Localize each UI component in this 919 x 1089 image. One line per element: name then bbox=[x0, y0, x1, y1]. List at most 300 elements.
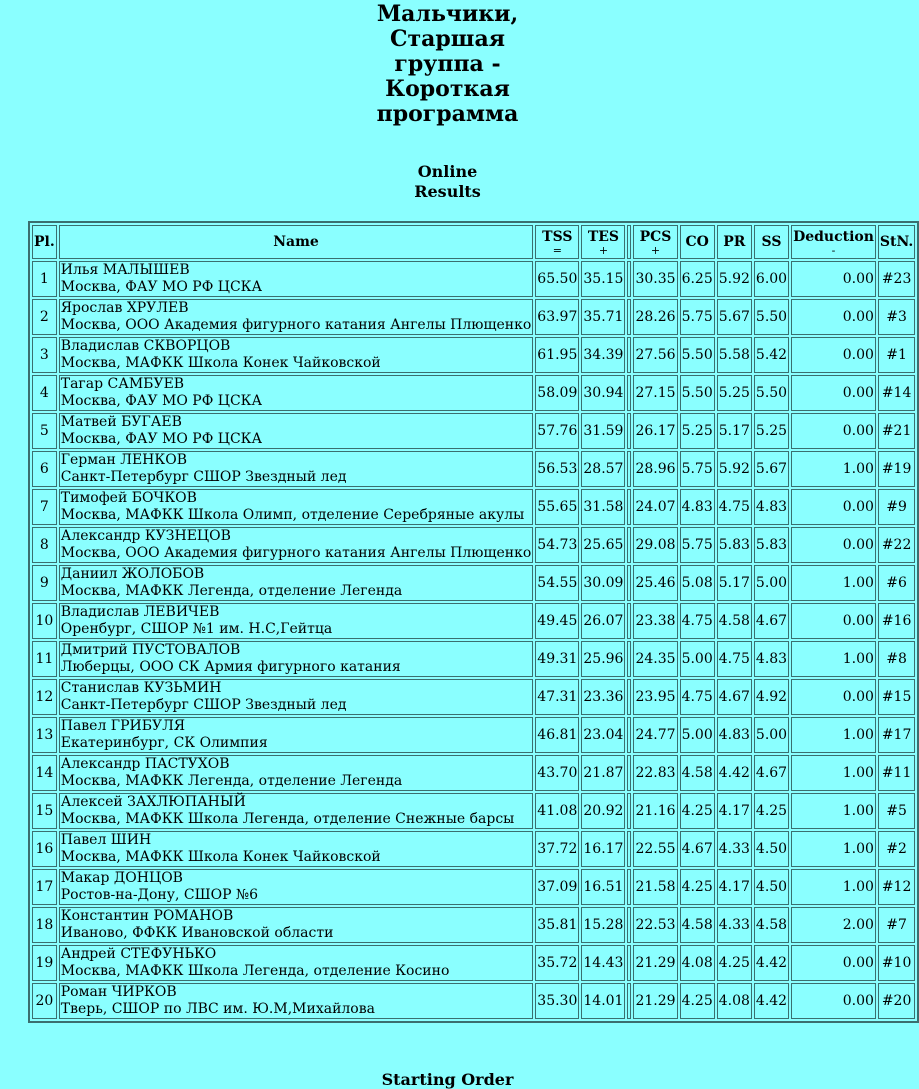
tes-cell: 35.15 bbox=[581, 261, 625, 297]
skater-cell bbox=[59, 907, 534, 943]
ss-cell: 4.83 bbox=[754, 489, 789, 525]
spacer-cell bbox=[627, 793, 631, 829]
tes-cell: 23.36 bbox=[581, 679, 625, 715]
col-header-tss bbox=[535, 225, 579, 259]
place-cell: 5 bbox=[32, 413, 57, 449]
table-row bbox=[32, 793, 915, 829]
tes-cell: 23.04 bbox=[581, 717, 625, 753]
table-row bbox=[32, 413, 915, 449]
skater-cell bbox=[59, 869, 534, 905]
deduction-cell: 1.00 bbox=[791, 793, 876, 829]
skater-name: Станислав КУЗЬМИН bbox=[60, 680, 222, 696]
tss-cell: 41.08 bbox=[535, 793, 579, 829]
table-row bbox=[32, 983, 915, 1019]
spacer-cell bbox=[627, 945, 631, 981]
spacer-cell bbox=[627, 489, 631, 525]
pr-cell: 4.17 bbox=[717, 869, 752, 905]
tes-cell: 14.01 bbox=[581, 983, 625, 1019]
place-cell: 20 bbox=[32, 983, 57, 1019]
pr-cell: 4.25 bbox=[717, 945, 752, 981]
table-row bbox=[32, 641, 915, 677]
place-cell: 1 bbox=[32, 261, 57, 297]
skater-club: Москва, МАФКК Школа Олимп, отделение Серебряные акулы bbox=[60, 507, 525, 523]
tss-cell: 35.81 bbox=[535, 907, 579, 943]
ss-cell: 4.25 bbox=[754, 793, 789, 829]
co-cell: 5.75 bbox=[680, 527, 715, 563]
skater-cell bbox=[59, 261, 534, 297]
skater-cell bbox=[59, 489, 534, 525]
skater-name: Владислав СКВОРЦОВ bbox=[60, 338, 231, 354]
ss-cell: 4.92 bbox=[754, 679, 789, 715]
deduction-cell: 0.00 bbox=[791, 489, 876, 525]
pr-cell: 5.92 bbox=[717, 261, 752, 297]
start-number-cell: #8 bbox=[878, 641, 915, 677]
pcs-cell: 28.96 bbox=[633, 451, 677, 487]
start-number-cell: #22 bbox=[878, 527, 915, 563]
skater-cell bbox=[59, 717, 534, 753]
skater-name: Андрей СТЕФУНЬКО bbox=[60, 946, 217, 962]
spacer-cell bbox=[627, 717, 631, 753]
start-number-cell: #1 bbox=[878, 337, 915, 373]
col-header-co: CO bbox=[680, 225, 715, 259]
place-cell: 13 bbox=[32, 717, 57, 753]
skater-name: Дмитрий ПУСТОВАЛОВ bbox=[60, 642, 241, 658]
pr-cell: 4.17 bbox=[717, 793, 752, 829]
col-header-name: Name bbox=[59, 225, 534, 259]
skater-club: Москва, ФАУ МО РФ ЦСКА bbox=[60, 279, 263, 295]
tes-cell: 15.28 bbox=[581, 907, 625, 943]
spacer-cell bbox=[627, 679, 631, 715]
spacer-cell bbox=[627, 983, 631, 1019]
place-cell: 3 bbox=[32, 337, 57, 373]
tes-cell: 25.65 bbox=[581, 527, 625, 563]
deduction-cell: 1.00 bbox=[791, 451, 876, 487]
deduction-cell: 1.00 bbox=[791, 755, 876, 791]
pr-cell: 4.33 bbox=[717, 907, 752, 943]
ss-cell: 4.42 bbox=[754, 983, 789, 1019]
deduction-cell: 0.00 bbox=[791, 413, 876, 449]
tss-cell: 54.55 bbox=[535, 565, 579, 601]
ss-cell: 5.67 bbox=[754, 451, 789, 487]
pr-cell: 4.42 bbox=[717, 755, 752, 791]
co-cell: 5.75 bbox=[680, 451, 715, 487]
start-number-cell: #23 bbox=[878, 261, 915, 297]
col-header-pl: Pl. bbox=[32, 225, 57, 259]
start-number-cell: #2 bbox=[878, 831, 915, 867]
deduction-cell: 1.00 bbox=[791, 831, 876, 867]
tss-cell: 35.30 bbox=[535, 983, 579, 1019]
co-cell: 5.50 bbox=[680, 337, 715, 373]
pcs-cell: 25.46 bbox=[633, 565, 677, 601]
co-cell: 5.08 bbox=[680, 565, 715, 601]
co-cell: 4.25 bbox=[680, 983, 715, 1019]
skater-club: Люберцы, ООО СК Армия фигурного катания bbox=[60, 659, 401, 675]
co-cell: 5.50 bbox=[680, 375, 715, 411]
skater-cell bbox=[59, 603, 534, 639]
tss-cell: 49.45 bbox=[535, 603, 579, 639]
place-cell: 14 bbox=[32, 755, 57, 791]
ss-cell: 4.67 bbox=[754, 755, 789, 791]
table-row bbox=[32, 717, 915, 753]
place-cell: 7 bbox=[32, 489, 57, 525]
start-number-cell: #6 bbox=[878, 565, 915, 601]
ss-cell: 4.50 bbox=[754, 869, 789, 905]
pcs-cell: 26.17 bbox=[633, 413, 677, 449]
deduction-cell: 1.00 bbox=[791, 565, 876, 601]
table-row bbox=[32, 451, 915, 487]
pcs-cell: 23.38 bbox=[633, 603, 677, 639]
pr-cell: 4.67 bbox=[717, 679, 752, 715]
table-row bbox=[32, 831, 915, 867]
co-cell: 5.00 bbox=[680, 641, 715, 677]
deduction-cell: 2.00 bbox=[791, 907, 876, 943]
table-row bbox=[32, 755, 915, 791]
skater-name: Тагар САМБУЕВ bbox=[60, 376, 185, 392]
skater-club: Ростов-на-Дону, СШОР №6 bbox=[60, 887, 259, 903]
pr-cell: 5.58 bbox=[717, 337, 752, 373]
skater-name: Илья МАЛЫШЕВ bbox=[60, 262, 190, 278]
spacer-cell bbox=[627, 261, 631, 297]
skater-cell bbox=[59, 299, 534, 335]
ss-cell: 5.50 bbox=[754, 299, 789, 335]
col-header-tes-label: TES bbox=[587, 228, 620, 245]
pr-cell: 4.33 bbox=[717, 831, 752, 867]
ss-cell: 5.83 bbox=[754, 527, 789, 563]
place-cell: 11 bbox=[32, 641, 57, 677]
pcs-cell: 27.15 bbox=[633, 375, 677, 411]
ss-cell: 6.00 bbox=[754, 261, 789, 297]
pcs-cell: 22.55 bbox=[633, 831, 677, 867]
pcs-cell: 29.08 bbox=[633, 527, 677, 563]
table-row bbox=[32, 337, 915, 373]
ss-cell: 4.58 bbox=[754, 907, 789, 943]
skater-cell bbox=[59, 755, 534, 791]
col-header-deduction-sub: - bbox=[831, 243, 836, 257]
col-header-pcs bbox=[633, 225, 677, 259]
start-number-cell: #5 bbox=[878, 793, 915, 829]
tes-cell: 20.92 bbox=[581, 793, 625, 829]
ss-cell: 5.50 bbox=[754, 375, 789, 411]
tes-cell: 21.87 bbox=[581, 755, 625, 791]
tes-cell: 31.58 bbox=[581, 489, 625, 525]
pcs-cell: 22.53 bbox=[633, 907, 677, 943]
skater-club: Москва, МАФКК Легенда, отделение Легенда bbox=[60, 773, 403, 789]
tss-cell: 55.65 bbox=[535, 489, 579, 525]
table-row bbox=[32, 565, 915, 601]
pr-cell: 5.83 bbox=[717, 527, 752, 563]
pcs-cell: 24.07 bbox=[633, 489, 677, 525]
table-row bbox=[32, 375, 915, 411]
skater-name: Владислав ЛЕВИЧЕВ bbox=[60, 604, 220, 620]
co-cell: 6.25 bbox=[680, 261, 715, 297]
skater-cell bbox=[59, 451, 534, 487]
skater-name: Роман ЧИРКОВ bbox=[60, 984, 177, 1000]
pcs-cell: 21.29 bbox=[633, 945, 677, 981]
pr-cell: 5.17 bbox=[717, 413, 752, 449]
ss-cell: 5.00 bbox=[754, 565, 789, 601]
start-number-cell: #11 bbox=[878, 755, 915, 791]
results-subtitle bbox=[0, 162, 895, 202]
skater-cell bbox=[59, 375, 534, 411]
pcs-cell: 30.35 bbox=[633, 261, 677, 297]
pr-cell: 5.25 bbox=[717, 375, 752, 411]
deduction-cell: 1.00 bbox=[791, 869, 876, 905]
pcs-cell: 21.29 bbox=[633, 983, 677, 1019]
deduction-cell: 0.00 bbox=[791, 375, 876, 411]
results-body bbox=[32, 261, 915, 1019]
skater-club: Москва, ООО Академия фигурного катания Ангелы Плющенко bbox=[60, 317, 532, 333]
skater-club: Москва, ФАУ МО РФ ЦСКА bbox=[60, 431, 263, 447]
pr-cell: 5.92 bbox=[717, 451, 752, 487]
spacer-cell bbox=[627, 527, 631, 563]
skater-cell bbox=[59, 641, 534, 677]
skater-club: Москва, МАФКК Школа Конек Чайковской bbox=[60, 355, 381, 371]
title-line: Старшая bbox=[390, 26, 505, 52]
skater-cell bbox=[59, 413, 534, 449]
place-cell: 19 bbox=[32, 945, 57, 981]
title-line: Мальчики, bbox=[376, 1, 519, 27]
tes-cell: 35.71 bbox=[581, 299, 625, 335]
skater-cell bbox=[59, 527, 534, 563]
col-header-pr: PR bbox=[717, 225, 752, 259]
results-table bbox=[28, 221, 919, 1023]
table-row bbox=[32, 603, 915, 639]
tss-cell: 65.50 bbox=[535, 261, 579, 297]
place-cell: 6 bbox=[32, 451, 57, 487]
place-cell: 4 bbox=[32, 375, 57, 411]
pr-cell: 4.08 bbox=[717, 983, 752, 1019]
skater-club: Москва, МАФКК Школа Легенда, отделение Снежные барсы bbox=[60, 811, 515, 827]
start-number-cell: #21 bbox=[878, 413, 915, 449]
co-cell: 4.67 bbox=[680, 831, 715, 867]
ss-cell: 4.50 bbox=[754, 831, 789, 867]
skater-club: Екатеринбург, СК Олимпия bbox=[60, 735, 268, 751]
tss-cell: 56.53 bbox=[535, 451, 579, 487]
pr-cell: 4.75 bbox=[717, 641, 752, 677]
skater-club: Иваново, ФФКК Ивановской области bbox=[60, 925, 334, 941]
col-header-tss-sub: = bbox=[552, 243, 562, 257]
col-header-pcs-sub: + bbox=[650, 243, 661, 257]
tss-cell: 61.95 bbox=[535, 337, 579, 373]
co-cell: 5.25 bbox=[680, 413, 715, 449]
co-cell: 4.75 bbox=[680, 679, 715, 715]
pcs-cell: 21.58 bbox=[633, 869, 677, 905]
skater-name: Матвей БУГАЕВ bbox=[60, 414, 182, 430]
title-line: группа - bbox=[394, 51, 501, 77]
starting-order-heading: Starting Order bbox=[381, 1070, 514, 1089]
skater-name: Даниил ЖОЛОБОВ bbox=[60, 566, 205, 582]
skater-name: Тимофей БОЧКОВ bbox=[60, 490, 197, 506]
co-cell: 4.75 bbox=[680, 603, 715, 639]
pcs-cell: 27.56 bbox=[633, 337, 677, 373]
spacer-cell bbox=[627, 565, 631, 601]
tss-cell: 37.09 bbox=[535, 869, 579, 905]
title-line: программа bbox=[376, 101, 519, 127]
start-number-cell: #14 bbox=[878, 375, 915, 411]
skater-cell bbox=[59, 983, 534, 1019]
tes-cell: 26.07 bbox=[581, 603, 625, 639]
place-cell: 2 bbox=[32, 299, 57, 335]
subtitle-line: Results bbox=[414, 182, 481, 201]
table-row bbox=[32, 869, 915, 905]
spacer-cell bbox=[627, 641, 631, 677]
skater-name: Константин РОМАНОВ bbox=[60, 908, 234, 924]
col-header-deduction bbox=[791, 225, 876, 259]
skater-club: Москва, ФАУ МО РФ ЦСКА bbox=[60, 393, 263, 409]
tes-cell: 25.96 bbox=[581, 641, 625, 677]
col-header-tes bbox=[581, 225, 625, 259]
ss-cell: 5.42 bbox=[754, 337, 789, 373]
place-cell: 17 bbox=[32, 869, 57, 905]
spacer-cell bbox=[627, 755, 631, 791]
skater-name: Герман ЛЕНКОВ bbox=[60, 452, 187, 468]
co-cell: 4.58 bbox=[680, 755, 715, 791]
table-row bbox=[32, 945, 915, 981]
pr-cell: 4.83 bbox=[717, 717, 752, 753]
col-header-deduction-label: Deduction bbox=[793, 228, 874, 245]
tes-cell: 14.43 bbox=[581, 945, 625, 981]
table-row bbox=[32, 299, 915, 335]
start-number-cell: #20 bbox=[878, 983, 915, 1019]
skater-cell bbox=[59, 793, 534, 829]
skater-name: Александр ПАСТУХОВ bbox=[60, 756, 230, 772]
subtitle-line: Online bbox=[417, 162, 478, 181]
start-number-cell: #3 bbox=[878, 299, 915, 335]
deduction-cell: 0.00 bbox=[791, 603, 876, 639]
tss-cell: 43.70 bbox=[535, 755, 579, 791]
start-number-cell: #17 bbox=[878, 717, 915, 753]
table-row bbox=[32, 907, 915, 943]
title-line: Короткая bbox=[385, 76, 510, 102]
deduction-cell: 1.00 bbox=[791, 717, 876, 753]
deduction-cell: 1.00 bbox=[791, 641, 876, 677]
ss-cell: 4.42 bbox=[754, 945, 789, 981]
tss-cell: 37.72 bbox=[535, 831, 579, 867]
tss-cell: 54.73 bbox=[535, 527, 579, 563]
ss-cell: 4.67 bbox=[754, 603, 789, 639]
tes-cell: 16.51 bbox=[581, 869, 625, 905]
co-cell: 4.25 bbox=[680, 793, 715, 829]
spacer-cell bbox=[627, 603, 631, 639]
place-cell: 12 bbox=[32, 679, 57, 715]
skater-club: Тверь, СШОР по ЛВС им. Ю.М,Михайлова bbox=[60, 1001, 375, 1017]
tes-cell: 28.57 bbox=[581, 451, 625, 487]
ss-cell: 5.25 bbox=[754, 413, 789, 449]
pr-cell: 5.17 bbox=[717, 565, 752, 601]
deduction-cell: 0.00 bbox=[791, 679, 876, 715]
table-row bbox=[32, 489, 915, 525]
co-cell: 4.83 bbox=[680, 489, 715, 525]
skater-cell bbox=[59, 337, 534, 373]
co-cell: 4.58 bbox=[680, 907, 715, 943]
pcs-cell: 22.83 bbox=[633, 755, 677, 791]
pr-cell: 4.75 bbox=[717, 489, 752, 525]
skater-cell bbox=[59, 945, 534, 981]
col-header-ss: SS bbox=[754, 225, 789, 259]
skater-club: Москва, ООО Академия фигурного катания Ангелы Плющенко bbox=[60, 545, 532, 561]
ss-cell: 5.00 bbox=[754, 717, 789, 753]
skater-name: Алексей ЗАХЛЮПАНЫЙ bbox=[60, 794, 246, 810]
pr-cell: 5.67 bbox=[717, 299, 752, 335]
tss-cell: 47.31 bbox=[535, 679, 579, 715]
pr-cell: 4.58 bbox=[717, 603, 752, 639]
pcs-cell: 24.77 bbox=[633, 717, 677, 753]
tss-cell: 57.76 bbox=[535, 413, 579, 449]
start-number-cell: #7 bbox=[878, 907, 915, 943]
spacer-cell bbox=[627, 451, 631, 487]
col-header-tss-label: TSS bbox=[542, 228, 573, 245]
place-cell: 10 bbox=[32, 603, 57, 639]
place-cell: 18 bbox=[32, 907, 57, 943]
spacer-cell bbox=[627, 869, 631, 905]
deduction-cell: 0.00 bbox=[791, 337, 876, 373]
spacer-cell bbox=[627, 375, 631, 411]
page-title bbox=[318, 0, 578, 127]
start-number-cell: #15 bbox=[878, 679, 915, 715]
tes-cell: 31.59 bbox=[581, 413, 625, 449]
pcs-cell: 28.26 bbox=[633, 299, 677, 335]
deduction-cell: 0.00 bbox=[791, 261, 876, 297]
place-cell: 9 bbox=[32, 565, 57, 601]
skater-club: Оренбург, СШОР №1 им. Н.С,Гейтца bbox=[60, 621, 333, 637]
skater-name: Павел ШИН bbox=[60, 832, 152, 848]
pcs-cell: 24.35 bbox=[633, 641, 677, 677]
deduction-cell: 0.00 bbox=[791, 527, 876, 563]
skater-club: Москва, МАФКК Школа Легенда, отделение Косино bbox=[60, 963, 450, 979]
start-number-cell: #9 bbox=[878, 489, 915, 525]
skater-name: Макар ДОНЦОВ bbox=[60, 870, 183, 886]
co-cell: 4.25 bbox=[680, 869, 715, 905]
tss-cell: 35.72 bbox=[535, 945, 579, 981]
skater-name: Ярослав ХРУЛЕВ bbox=[60, 300, 189, 316]
table-row bbox=[32, 679, 915, 715]
start-number-cell: #10 bbox=[878, 945, 915, 981]
table-row bbox=[32, 527, 915, 563]
co-cell: 4.08 bbox=[680, 945, 715, 981]
skater-cell bbox=[59, 831, 534, 867]
tss-cell: 46.81 bbox=[535, 717, 579, 753]
skater-club: Санкт-Петербург СШОР Звездный лед bbox=[60, 469, 347, 485]
skater-cell bbox=[59, 679, 534, 715]
tes-cell: 30.94 bbox=[581, 375, 625, 411]
tss-cell: 63.97 bbox=[535, 299, 579, 335]
place-cell: 15 bbox=[32, 793, 57, 829]
deduction-cell: 0.00 bbox=[791, 983, 876, 1019]
table-row bbox=[32, 261, 915, 297]
tss-cell: 49.31 bbox=[535, 641, 579, 677]
spacer-cell bbox=[627, 413, 631, 449]
skater-name: Александр КУЗНЕЦОВ bbox=[60, 528, 231, 544]
start-number-cell: #12 bbox=[878, 869, 915, 905]
start-number-cell: #19 bbox=[878, 451, 915, 487]
tes-cell: 34.39 bbox=[581, 337, 625, 373]
skater-name: Павел ГРИБУЛЯ bbox=[60, 718, 186, 734]
col-header-spacer bbox=[627, 225, 631, 259]
deduction-cell: 0.00 bbox=[791, 299, 876, 335]
pcs-cell: 23.95 bbox=[633, 679, 677, 715]
tss-cell: 58.09 bbox=[535, 375, 579, 411]
skater-club: Москва, МАФКК Школа Конек Чайковской bbox=[60, 849, 381, 865]
co-cell: 5.75 bbox=[680, 299, 715, 335]
col-header-tes-sub: + bbox=[598, 243, 609, 257]
place-cell: 8 bbox=[32, 527, 57, 563]
ss-cell: 4.83 bbox=[754, 641, 789, 677]
co-cell: 5.00 bbox=[680, 717, 715, 753]
spacer-cell bbox=[627, 337, 631, 373]
deduction-cell: 0.00 bbox=[791, 945, 876, 981]
skater-cell bbox=[59, 565, 534, 601]
col-header-stn: StN. bbox=[878, 225, 915, 259]
